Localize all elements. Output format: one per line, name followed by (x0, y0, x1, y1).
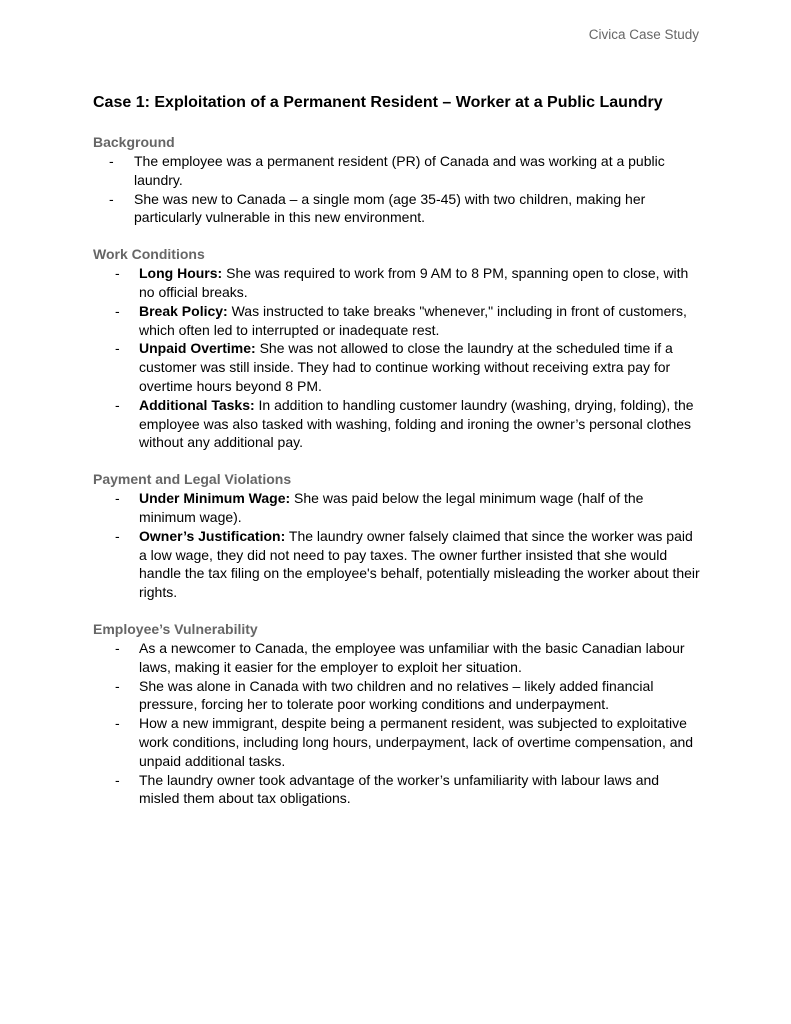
item-label: Long Hours: (139, 265, 223, 282)
dash-bullet: - (109, 190, 114, 207)
item-text: In addition to handling customer laundry (washing, drying, folding), the employee was also tasked with washing, folding and ironing the owner’s personal clothes without any additional pay. (139, 396, 694, 451)
dash-bullet: - (115, 639, 120, 656)
dash-bullet: - (115, 677, 120, 694)
list-item (93, 152, 703, 190)
item-text: She was new to Canada – a single mom (age 35-45) with two children, making her particularly vulnerable in this new environment. (134, 190, 646, 226)
document-title: Case 1: Exploitation of a Permanent Resident – Worker at a Public Laundry (93, 94, 663, 111)
dash-bullet: - (115, 396, 120, 413)
dash-bullet: - (109, 153, 114, 169)
dash-bullet: - (115, 490, 120, 507)
bullet-list (93, 639, 703, 808)
list-item (93, 677, 703, 715)
item-text: She was alone in Canada with two children and no relatives – likely added financial pressure, forcing her to tolerate poor working conditions and underpayment. (139, 677, 654, 713)
item-text: As a newcomer to Canada, the employee was unfamiliar with the basic Canadian labour laws, making it easier for the employer to exploit her situation. (139, 639, 685, 675)
list-item (93, 714, 703, 770)
section-work-conditions (93, 245, 703, 452)
item-text: The laundry owner took advantage of the worker’s unfamiliarity with labour laws and misled them about tax obligations. (139, 771, 660, 807)
dash-bullet: - (115, 715, 120, 732)
item-label: Break Policy: (139, 302, 228, 319)
item-text: How a new immigrant, despite being a permanent resident, was subjected to exploitative work conditions, including long hours, underpayment, lack of overtime compensation, and unpaid additional tasks. (139, 715, 694, 769)
bullet-list (93, 264, 703, 452)
list-item (93, 339, 703, 395)
bullet-list (93, 489, 703, 602)
item-text: She was required to work from 9 AM to 8 PM, spanning open to close, with no official breaks. (139, 265, 689, 300)
item-text: She was paid below the legal minimum wage (half of the minimum wage). (139, 490, 644, 525)
item-text: Was instructed to take breaks "whenever," including in front of customers, which often led to interrupted or inadequate rest. (139, 302, 687, 338)
section-background (93, 133, 703, 227)
list-item (93, 639, 703, 677)
section-heading: Background (93, 134, 175, 150)
item-label: Unpaid Overtime: (139, 340, 256, 357)
section-heading: Employee’s Vulnerability (93, 620, 258, 637)
dash-bullet: - (115, 302, 120, 319)
section-payment-violations (93, 470, 703, 602)
item-label: Owner’s Justification: (139, 527, 286, 544)
list-item (93, 302, 703, 340)
page-header-label: Civica Case Study (588, 27, 699, 42)
item-label: Under Minimum Wage: (139, 490, 291, 507)
list-item (93, 527, 703, 602)
item-text: The employee was a permanent resident (PR) of Canada and was working at a public laundry. (134, 153, 665, 188)
item-text: She was not allowed to close the laundry at the scheduled time if a customer was still inside. They had to continue working without receiving extra pay for overtime hours beyond 8 PM. (139, 340, 673, 394)
item-label: Additional Tasks: (139, 396, 255, 413)
dash-bullet: - (115, 527, 120, 544)
section-heading: Payment and Legal Violations (93, 471, 292, 488)
list-item (93, 396, 703, 452)
list-item (93, 264, 703, 302)
dash-bullet: - (115, 265, 120, 282)
item-text: The laundry owner falsely claimed that since the worker was paid a low wage, they did not need to pay taxes. The owner further insisted that she would handle the tax filing on the employee's behalf, potentially misleading the worker about their rights. (139, 527, 700, 601)
section-heading: Work Conditions (93, 246, 205, 263)
list-item (93, 190, 703, 228)
section-employee-vulnerability (93, 620, 703, 808)
bullet-list (93, 152, 703, 227)
document-body (93, 92, 703, 826)
list-item (93, 771, 703, 809)
list-item (93, 489, 703, 527)
dash-bullet: - (115, 771, 120, 788)
dash-bullet: - (115, 340, 120, 357)
